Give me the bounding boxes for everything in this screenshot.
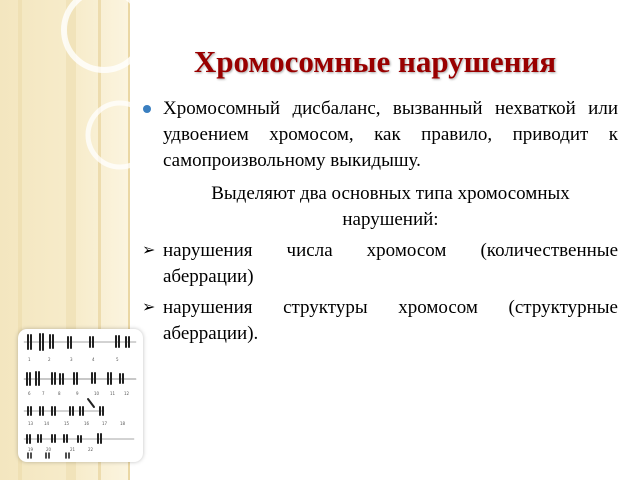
svg-text:20: 20 [46,447,52,452]
centered-paragraph: Выделяют два основных типа хромосомных нарушений: [211,183,570,230]
svg-text:6: 6 [28,391,31,396]
svg-text:7: 7 [42,391,45,396]
svg-text:13: 13 [28,421,34,426]
svg-text:8: 8 [58,391,61,396]
svg-text:17: 17 [102,421,108,426]
svg-text:22: 22 [88,447,94,452]
karyotype-drawing [18,329,143,462]
list-item-text: нарушения структуры хромосом (структурные аберрации). [163,297,618,344]
svg-text:5: 5 [116,357,119,362]
svg-text:14: 14 [44,421,50,426]
arrowhead-bullet-icon: ➢ [142,299,156,316]
svg-text:18: 18 [120,421,126,426]
svg-text:4: 4 [92,357,95,362]
svg-text:10: 10 [94,391,100,396]
svg-text:1: 1 [28,357,31,362]
round-bullet-icon [143,105,151,113]
arrowhead-bullet-icon: ➢ [142,242,156,259]
svg-text:16: 16 [84,421,90,426]
svg-text:12: 12 [124,391,130,396]
svg-text:21: 21 [70,447,76,452]
paragraph-text: Хромосомный дисбаланс, вызванный нехваткой или удвоением хромосом, как правило, приводит к самопроизвольному выкидышу. [163,98,618,171]
list-item [141,295,618,347]
svg-text:3: 3 [70,357,73,362]
list-item [141,238,618,290]
aberration-list [141,238,618,347]
slide-content [141,96,618,347]
svg-text:11: 11 [110,391,116,396]
karyotype-image [18,329,143,462]
decorative-rings [0,0,160,200]
svg-text:2: 2 [48,357,51,362]
bullet-paragraph [141,96,618,174]
svg-text:15: 15 [64,421,70,426]
svg-text:19: 19 [28,447,34,452]
slide-title: Хромосомные нарушения [193,44,557,79]
list-item-text: нарушения числа хромосом (количественные аберрации) [163,240,618,287]
svg-text:9: 9 [76,391,79,396]
